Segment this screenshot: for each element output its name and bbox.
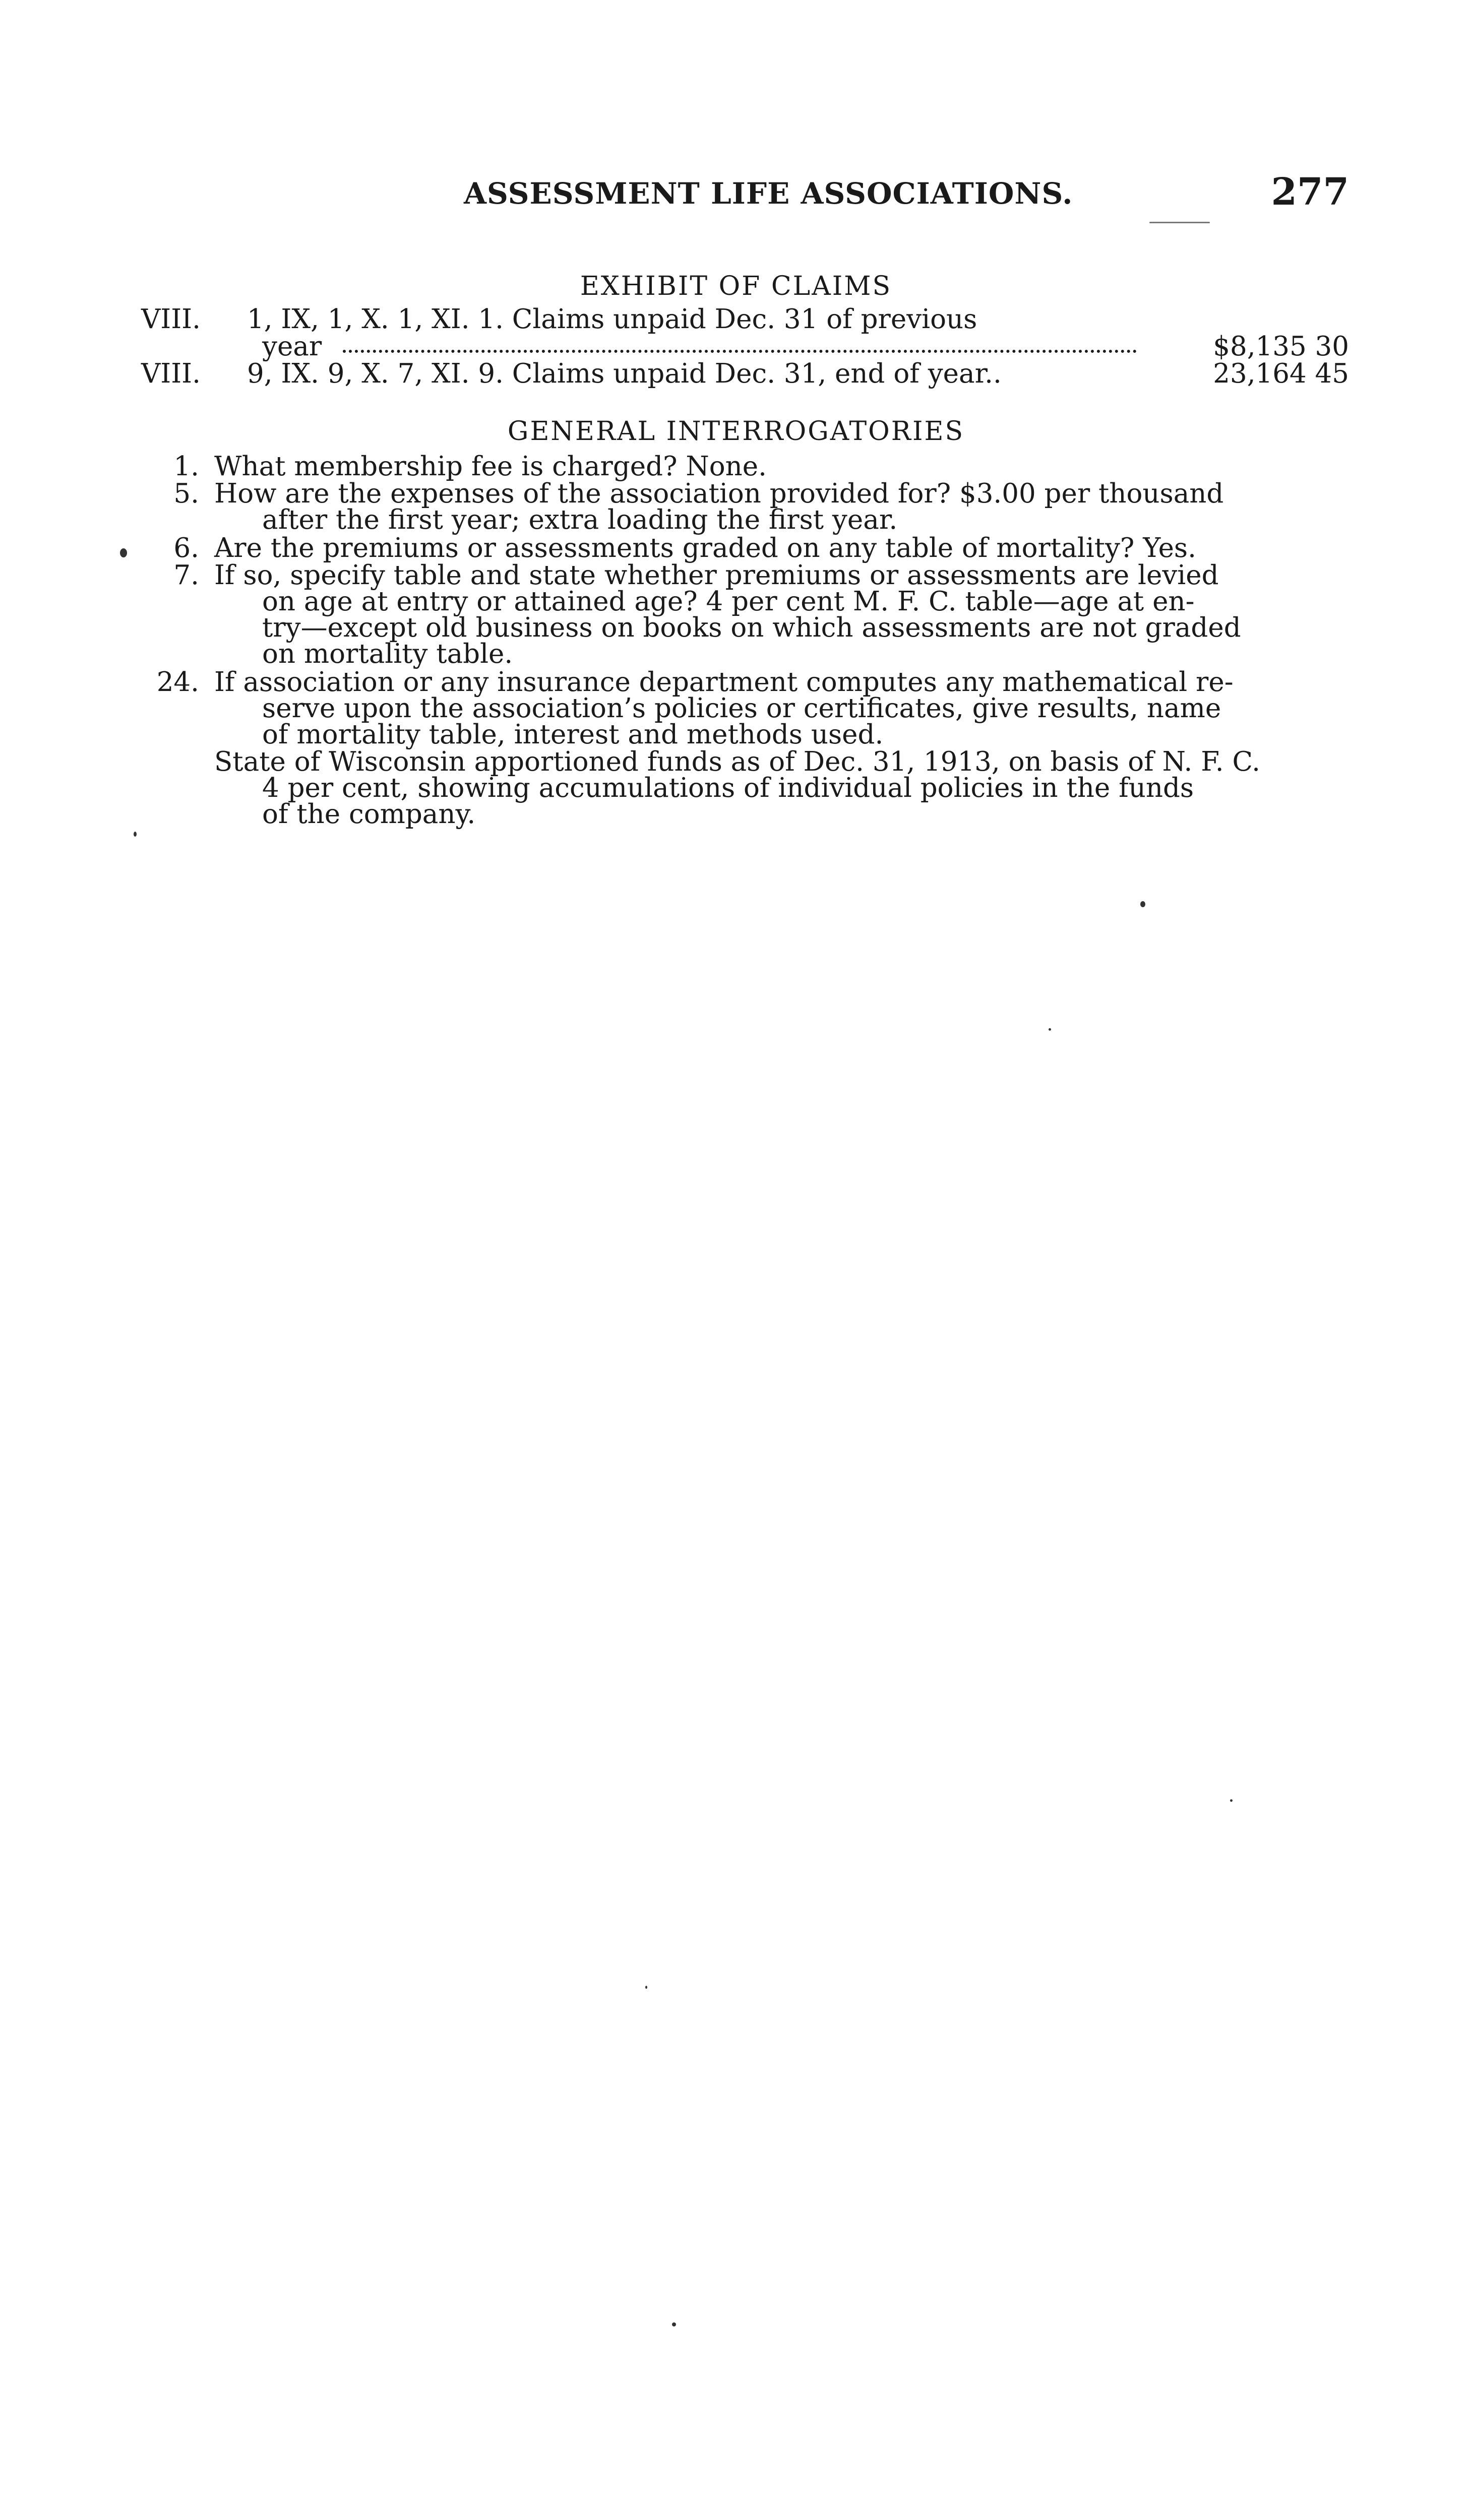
interrogatory-line: How are the expenses of the association provided for? $3.00 per thousand (214, 478, 1224, 509)
general-interrogatories-heading: GENERAL INTERROGATORIES (507, 416, 965, 447)
scan-speck (1140, 901, 1145, 907)
running-head (0, 170, 1472, 222)
page-number: 277 (1271, 170, 1349, 214)
interrogatory-line: try—except old business on books on which assessments are not graded (262, 612, 1241, 643)
interrogatory-number: 1. (173, 451, 199, 482)
scan-speck (1230, 1799, 1233, 1802)
interrogatory-line: If association or any insurance department computes any mathematical re- (214, 667, 1234, 698)
running-title: ASSESSMENT LIFE ASSOCIATIONS. (464, 176, 1073, 211)
interrogatory-line: of mortality table, interest and methods used. (262, 719, 884, 750)
exhibit-row-amount: 23,164 45 (1213, 358, 1349, 389)
scan-speck (672, 2322, 676, 2326)
scan-speck (120, 548, 127, 557)
exhibit-row-ref: VIII. (141, 304, 201, 335)
scan-speck (134, 832, 137, 837)
answer-line: of the company. (262, 799, 476, 830)
dot-leader (343, 348, 1137, 353)
scan-speck (645, 1986, 647, 1989)
exhibit-row-amount: $8,135 30 (1213, 331, 1349, 362)
interrogatory-line: after the first year; extra loading the first year. (262, 505, 898, 535)
interrogatory-number: 6. (173, 533, 199, 563)
exhibit-row-text: 9, IX. 9, X. 7, XI. 9. Claims unpaid Dec. 31, end of year.. (247, 358, 1002, 389)
interrogatory-number: 24. (156, 667, 199, 698)
scan-mark (1149, 222, 1210, 223)
answer-line: 4 per cent, showing accumulations of individual policies in the funds (262, 773, 1194, 803)
exhibit-row-text: 1, IX, 1, X. 1, XI. 1. Claims unpaid Dec. 31 of previous (247, 304, 977, 335)
interrogatory-line: serve upon the association’s policies or certificates, give results, name (262, 693, 1221, 724)
exhibit-row-text-continued: year (262, 331, 322, 362)
interrogatory-number: 7. (173, 560, 199, 591)
scan-speck (1049, 1028, 1051, 1031)
interrogatory-line: If so, specify table and state whether premiums or assessments are levied (214, 560, 1219, 591)
exhibit-row-ref: VIII. (141, 358, 201, 389)
interrogatory-line: on mortality table. (262, 639, 513, 669)
interrogatory-line: on age at entry or attained age? 4 per cent M. F. C. table—age at en- (262, 586, 1195, 617)
answer-line: State of Wisconsin apportioned funds as of Dec. 31, 1913, on basis of N. F. C. (214, 746, 1260, 777)
interrogatory-line: What membership fee is charged? None. (214, 451, 767, 482)
interrogatory-line: Are the premiums or assessments graded on any table of mortality? Yes. (214, 533, 1196, 563)
exhibit-of-claims-heading: EXHIBIT OF CLAIMS (580, 271, 892, 301)
interrogatory-number: 5. (173, 478, 199, 509)
